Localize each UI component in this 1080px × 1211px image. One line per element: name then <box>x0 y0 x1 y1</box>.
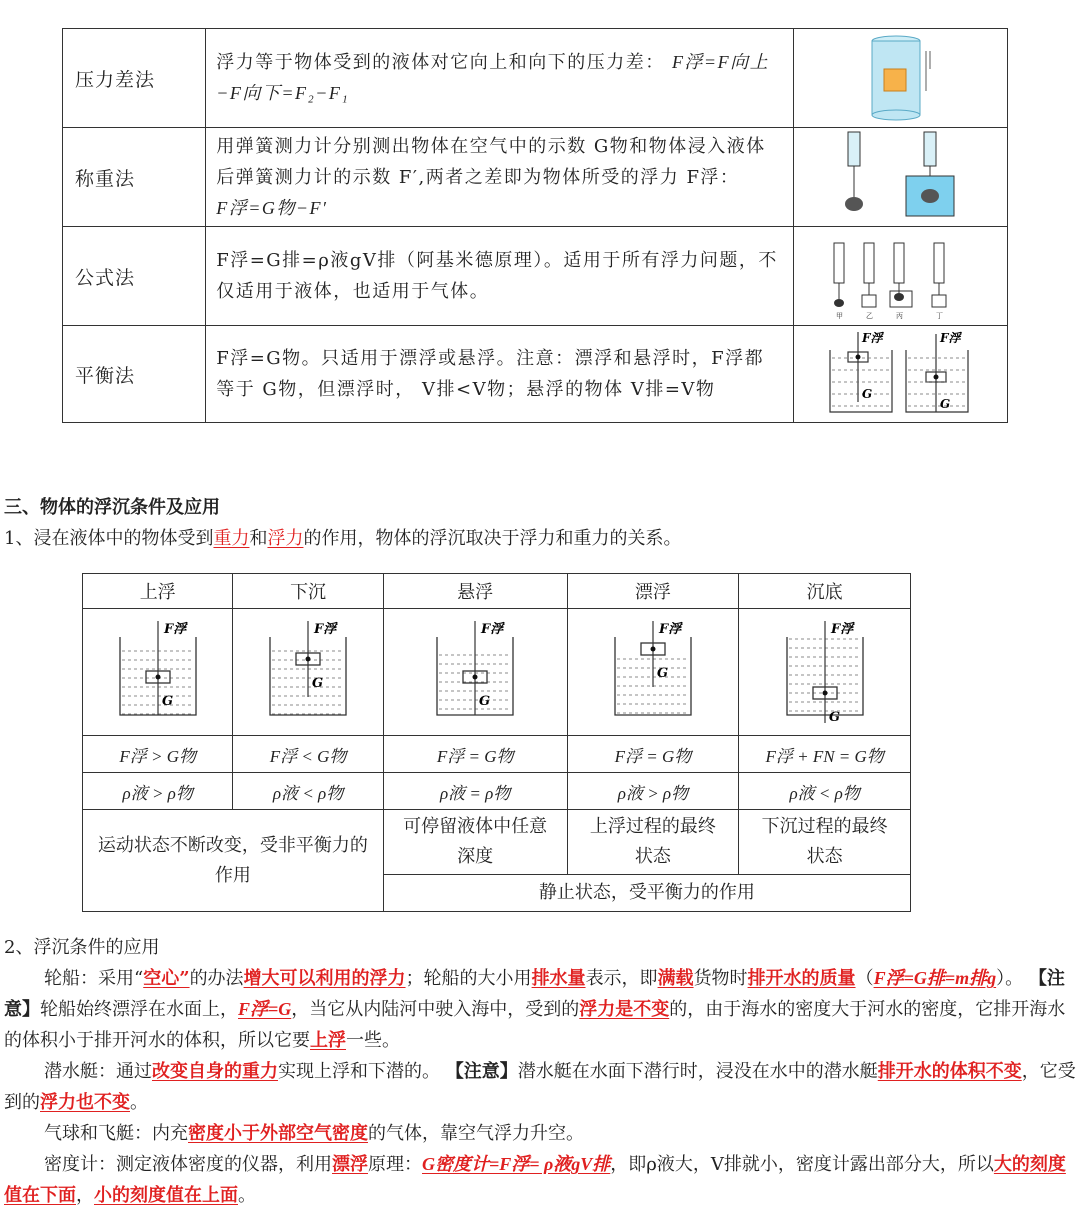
applications <box>4 932 1076 1211</box>
ship-paragraph: 轮船：采用“空心”的办法增大可以利用的浮力；轮船的大小用排水量表示，即满载货物时排开水的质量（F浮=G排=m排g）。 【注意】轮船始终漂浮在水面上，F浮=G，当它从内陆河中驶入海中，受到的浮力是不变的，由于海水的密度大于河水的密度，它排开海水的体积小于排开河水的体积，所以它要上浮一些。 <box>4 968 1066 1051</box>
table-row <box>63 227 1008 326</box>
floating-diagram <box>593 615 713 725</box>
force-label: G <box>161 693 173 709</box>
sunk-diagram <box>765 615 885 725</box>
method-name: 称重法 <box>63 128 206 227</box>
suspend-note: 可停留液体中任意深度 <box>383 810 567 875</box>
density-relation: ρ液 = ρ物 <box>383 773 567 810</box>
archimedes-experiment-diagram <box>826 229 976 319</box>
force-relation: F浮 + FN = G物 <box>739 736 911 773</box>
column-header: 下沉 <box>233 574 383 609</box>
section-intro: 1、浸在液体中的物体受到重力和浮力的作用，物体的浮沉取决于浮力和重力的关系。 <box>4 528 682 549</box>
balloon-paragraph: 气球和飞艇：内充密度小于外部空气密度的气体，靠空气浮力升空。 <box>44 1123 584 1144</box>
column-header: 悬浮 <box>383 574 567 609</box>
spring-scale-diagram <box>826 130 976 220</box>
figure-label: 甲 <box>835 312 843 319</box>
suspending-diagram <box>415 615 535 725</box>
table-row <box>83 773 911 810</box>
conditions-table <box>82 573 911 912</box>
density-relation: ρ液 > ρ物 <box>83 773 233 810</box>
method-formula: F浮=F向上−F向下=F₂−F₁ <box>216 52 770 103</box>
method-desc: F浮=G物。只适用于漂浮或悬浮。注意：漂浮和悬浮时，F浮都等于 G物，但漂浮时， V排<V物；悬浮的物体 V排=V物 <box>206 326 794 423</box>
density-relation: ρ液 < ρ物 <box>739 773 911 810</box>
submarine-paragraph: 潜水艇：通过改变自身的重力实现上浮和下潜的。 【注意】潜水艇在水面下潜行时，浸没在水中的潜水艇排开水的体积不变，它受到的浮力也不变。 <box>4 1061 1076 1113</box>
method-desc: 用弹簧测力计分别测出物体在空气中的示数 G物和物体浸入液体后弹簧测力计的示数 F′,两者之差即为物体所受的浮力 F浮： <box>216 135 766 188</box>
force-label: F浮 <box>861 331 883 345</box>
static-state: 静止状态，受平衡力的作用 <box>383 875 910 912</box>
force-relation: F浮 = G物 <box>567 736 739 773</box>
cube-in-liquid-diagram <box>866 31 936 121</box>
table-row <box>83 574 911 609</box>
column-header: 沉底 <box>739 574 911 609</box>
method-desc: 浮力等于物体受到的液体对它向上和向下的压力差： <box>216 52 665 73</box>
method-formula: F浮=G物−F′ <box>216 197 328 218</box>
density-relation: ρ液 > ρ物 <box>567 773 739 810</box>
table-row <box>83 609 911 736</box>
table-row <box>83 810 911 875</box>
force-label: G <box>312 675 324 691</box>
figure-label: 丙 <box>895 312 903 319</box>
force-label: G <box>939 397 950 411</box>
rising-diagram <box>98 615 218 725</box>
hydrometer-paragraph: 密度计：测定液体密度的仪器，利用漂浮原理：G密度计=F浮= ρ液gV排，即ρ液大，V排就小，密度计露出部分大，所以大的刻度值在下面，小的刻度值在上面。 <box>4 1154 1066 1206</box>
force-label: F浮 <box>163 621 186 637</box>
force-relation: F浮 = G物 <box>383 736 567 773</box>
figure-label: 丁 <box>935 312 943 319</box>
force-label: G <box>828 709 840 725</box>
methods-table <box>62 28 1008 423</box>
floating-suspending-diagram <box>826 328 976 416</box>
density-relation: ρ液 < ρ物 <box>233 773 383 810</box>
sinking-diagram <box>248 615 368 725</box>
table-row <box>63 29 1008 128</box>
float-note: 上浮过程的最终状态 <box>567 810 739 875</box>
force-relation: F浮 < G物 <box>233 736 383 773</box>
force-label: G <box>656 665 669 681</box>
table-row <box>83 736 911 773</box>
column-header: 上浮 <box>83 574 233 609</box>
method-name: 公式法 <box>63 227 206 326</box>
apps-title: 2、浮沉条件的应用 <box>4 937 160 958</box>
column-header: 漂浮 <box>567 574 739 609</box>
force-label: F浮 <box>939 331 961 345</box>
force-label: G <box>479 693 491 709</box>
method-name: 平衡法 <box>63 326 206 423</box>
section-title: 三、物体的浮沉条件及应用 <box>4 497 220 518</box>
method-desc: F浮=G排=ρ液gV排（阿基米德原理）。适用于所有浮力问题，不仅适用于液体，也适用于气体。 <box>206 227 794 326</box>
table-row <box>63 326 1008 423</box>
method-name: 压力差法 <box>63 29 206 128</box>
force-label: F浮 <box>658 621 682 637</box>
force-label: F浮 <box>481 621 504 637</box>
table-row <box>63 128 1008 227</box>
force-label: F浮 <box>314 621 337 637</box>
moving-state: 运动状态不断改变，受非平衡力的作用 <box>83 810 384 912</box>
sunk-note: 下沉过程的最终状态 <box>739 810 911 875</box>
force-relation: F浮 > G物 <box>83 736 233 773</box>
force-label: G <box>861 387 872 401</box>
figure-label: 乙 <box>865 312 873 319</box>
force-label: F浮 <box>830 621 853 637</box>
